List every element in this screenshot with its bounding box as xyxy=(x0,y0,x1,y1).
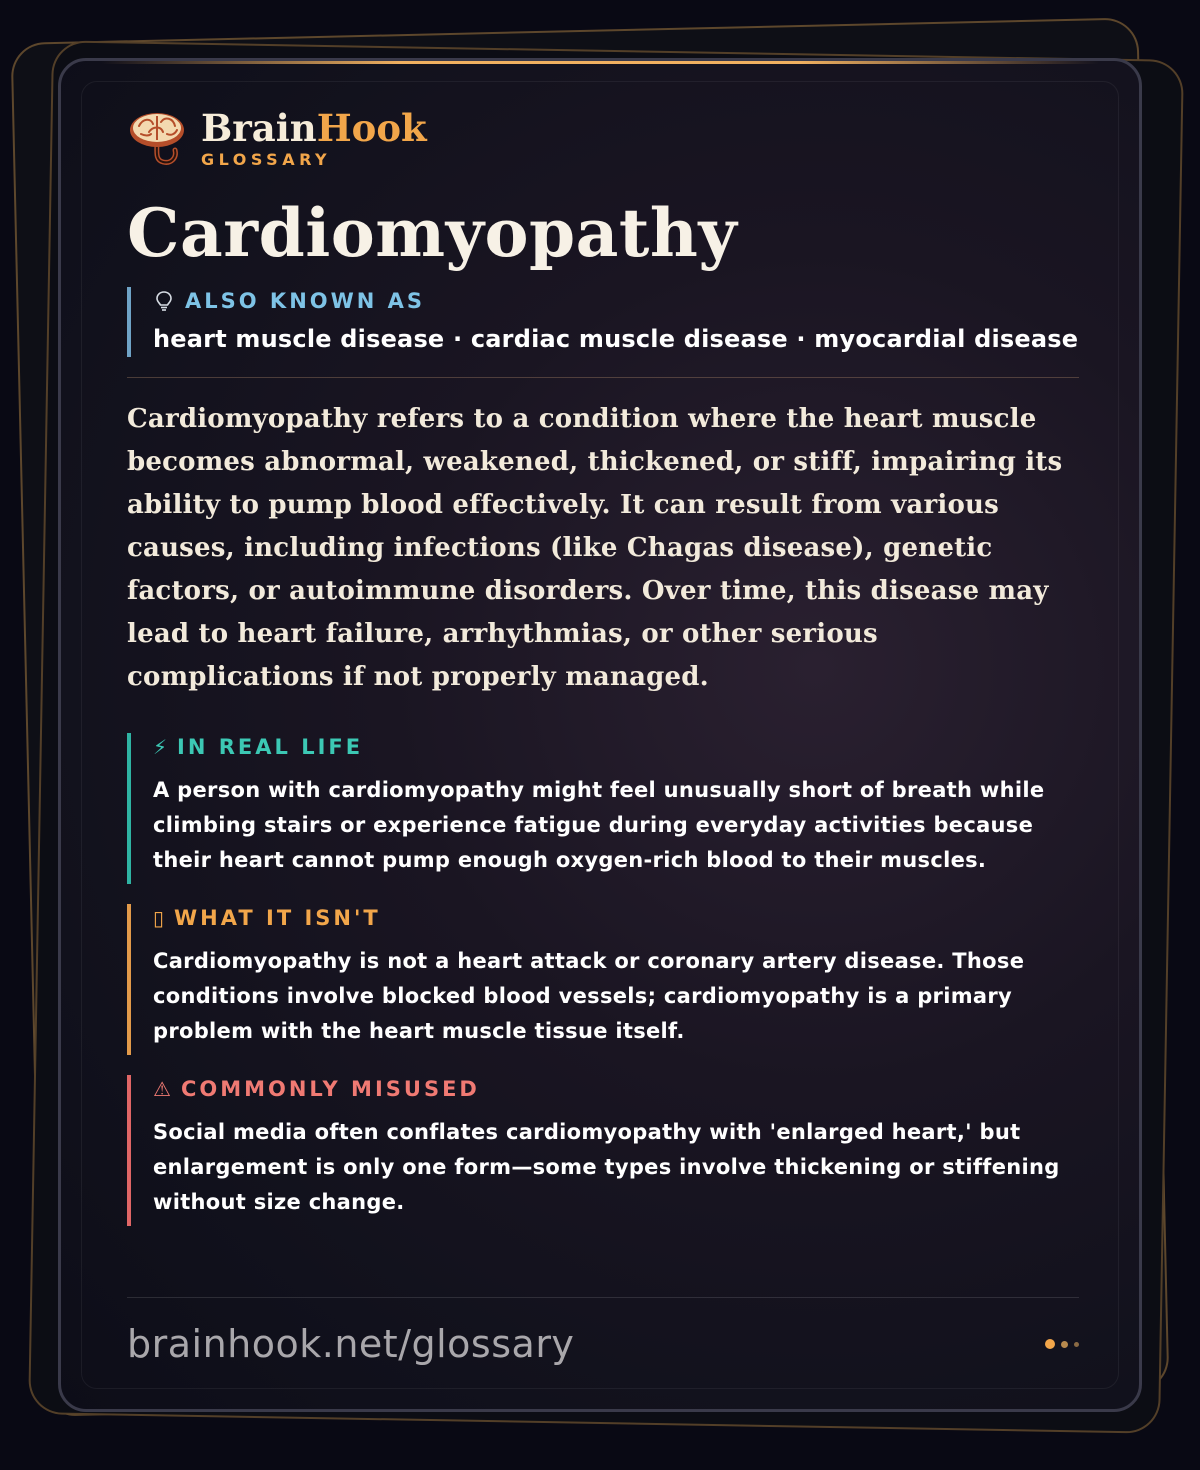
divider xyxy=(127,377,1079,378)
brand-name xyxy=(201,105,427,150)
commonly-misused-section xyxy=(127,1075,1079,1226)
brain-hook-icon xyxy=(127,108,187,168)
what-it-isnt-section xyxy=(127,904,1079,1055)
pagination-dots xyxy=(1039,1339,1079,1349)
in-real-life-body: A person with cardiomyopathy might feel unusually short of breath while climbing stairs or experience fatigue during everyday activities because their heart cannot pump enough oxygen-rich blood to their muscles. xyxy=(153,778,1045,872)
commonly-misused-body: Social media often conflates cardiomyopathy with 'enlarged heart,' but enlargement is only one form—some types involve thickening or stiffening without size change. xyxy=(153,1120,1060,1214)
in-real-life-heading-row xyxy=(153,735,1079,759)
glossary-card xyxy=(58,58,1142,1412)
brand-header xyxy=(127,105,1079,171)
card-top-accent xyxy=(101,61,1099,64)
footer-divider xyxy=(127,1297,1079,1298)
commonly-misused-heading-row xyxy=(153,1077,1079,1101)
also-known-as-heading: ALSO KNOWN AS xyxy=(185,289,426,313)
in-real-life-heading: IN REAL LIFE xyxy=(177,735,364,759)
also-known-as-list: heart muscle disease · cardiac muscle disease · myocardial disease xyxy=(153,325,1079,353)
pagination-dot xyxy=(1074,1342,1079,1347)
brand-subtitle: GLOSSARY xyxy=(201,149,332,169)
in-real-life-section xyxy=(127,733,1079,884)
card-footer xyxy=(127,1297,1079,1366)
term-title: Cardiomyopathy xyxy=(127,194,738,272)
footer-url[interactable]: brainhook.net/glossary xyxy=(127,1322,575,1366)
also-known-as-block xyxy=(127,287,1079,357)
brand-name-part1: Brain xyxy=(201,105,317,150)
pagination-dot-active xyxy=(1045,1339,1055,1349)
missing-glyph-icon: ▯ xyxy=(153,906,165,930)
lightning-icon: ⚡ xyxy=(153,735,168,759)
brand-name-part2: Hook xyxy=(316,105,427,150)
pagination-dot xyxy=(1061,1341,1068,1348)
definition-text: Cardiomyopathy refers to a condition where the heart muscle becomes abnormal, weakened, thickened, or stiff, impairing its ability to pump blood effectively. It can result from various causes, including infections (like Chagas disease), genetic factors, or autoimmune disorders. Over time, this disease may lead to heart failure, arrhythmias, or other serious complications if not properly managed. xyxy=(127,404,1063,692)
footer-row xyxy=(127,1322,1079,1366)
what-it-isnt-heading-row xyxy=(153,906,1079,930)
commonly-misused-heading: COMMONLY MISUSED xyxy=(180,1077,480,1101)
what-it-isnt-heading: WHAT IT ISN'T xyxy=(174,906,381,930)
warning-icon: ⚠ xyxy=(153,1077,171,1101)
lightbulb-icon xyxy=(153,290,175,312)
also-known-as-heading-row xyxy=(153,289,1079,313)
card-content xyxy=(127,105,1079,1226)
what-it-isnt-body: Cardiomyopathy is not a heart attack or coronary artery disease. Those conditions involve blocked blood vessels; cardiomyopathy is a primary problem with the heart muscle tissue itself. xyxy=(153,949,1025,1043)
